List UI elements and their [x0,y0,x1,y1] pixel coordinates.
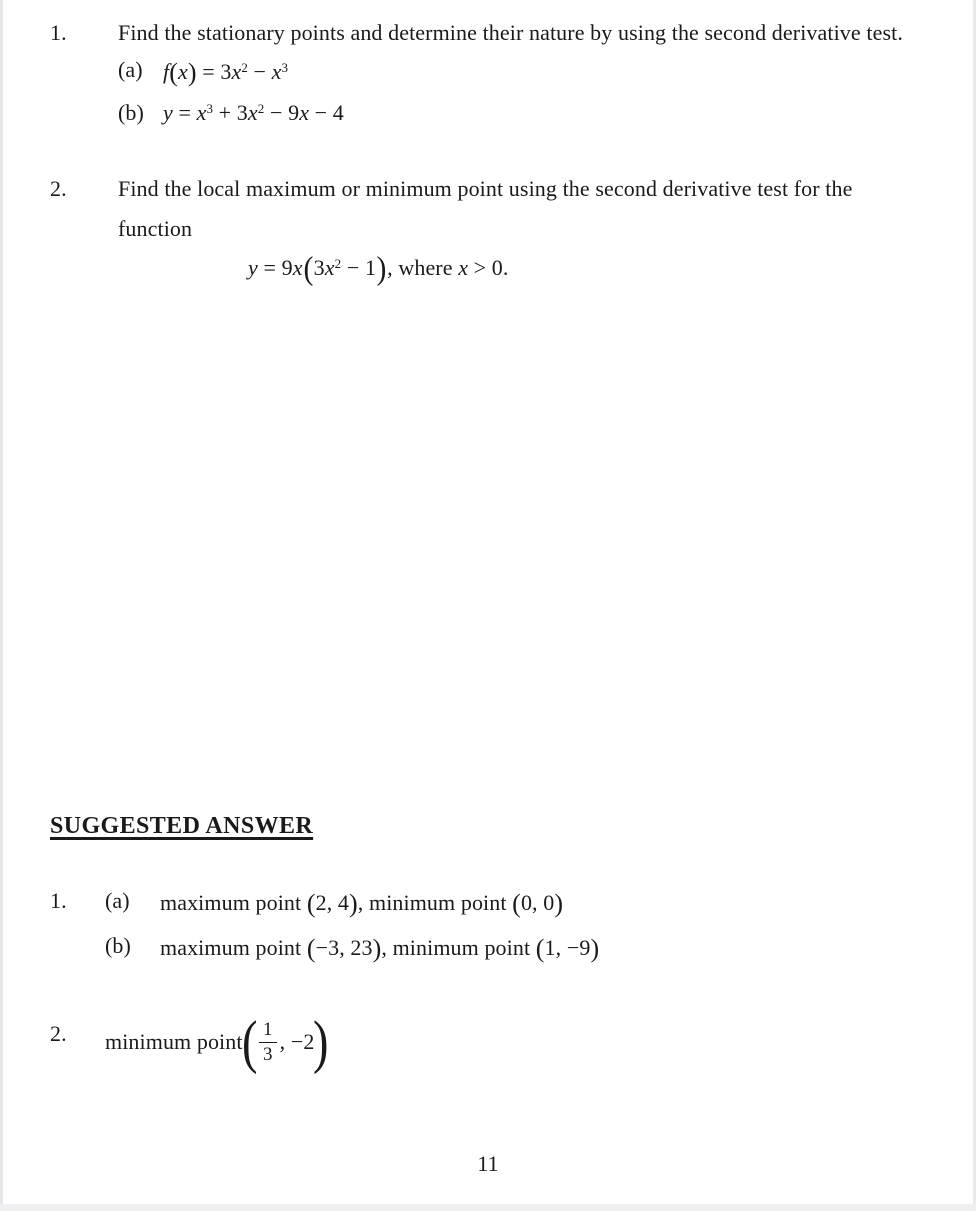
answer-2-number: 2. [50,1021,67,1046]
question-1a-equation: $f(x) = 3x^2 - x^3$ [163,58,289,87]
question-1a-label: (a) [118,57,143,82]
question-1-text: Find the stationary points and determine their nature by using the second derivative test. [118,20,903,45]
question-1b-equation: $y = x^3 + 3x^2 - 9x - 4$ [163,100,344,125]
page-bottom-edge [0,1204,976,1211]
question-1b-label: (b) [118,100,144,125]
page-number: 11 [477,1151,499,1176]
question-2-text-line1: Find the local maximum or minimum point using the second derivative test for the [118,176,853,201]
answer-1-number: 1. [50,888,67,913]
question-2-number: 2. [50,176,67,201]
question-2-text-line2: function [118,216,193,241]
page-left-edge [0,0,3,1211]
answer-2-text: minimum point ( $\frac{1}{3}$ , −2 ) [105,1008,329,1075]
question-2-equation: $y = 9x(3x^2 - 1)$, where x > 0. [248,251,509,287]
answer-1a-label: (a) [105,888,130,913]
question-1-number: 1. [50,20,67,45]
suggested-answer-heading: SUGGESTED ANSWER [50,813,314,839]
answer-1b-text: maximum point (−3, 23), minimum point (1, −9) [160,934,600,963]
answer-1b-label: (b) [105,933,131,958]
answer-1a-text: maximum point (2, 4), minimum point (0, 0) [160,889,564,918]
